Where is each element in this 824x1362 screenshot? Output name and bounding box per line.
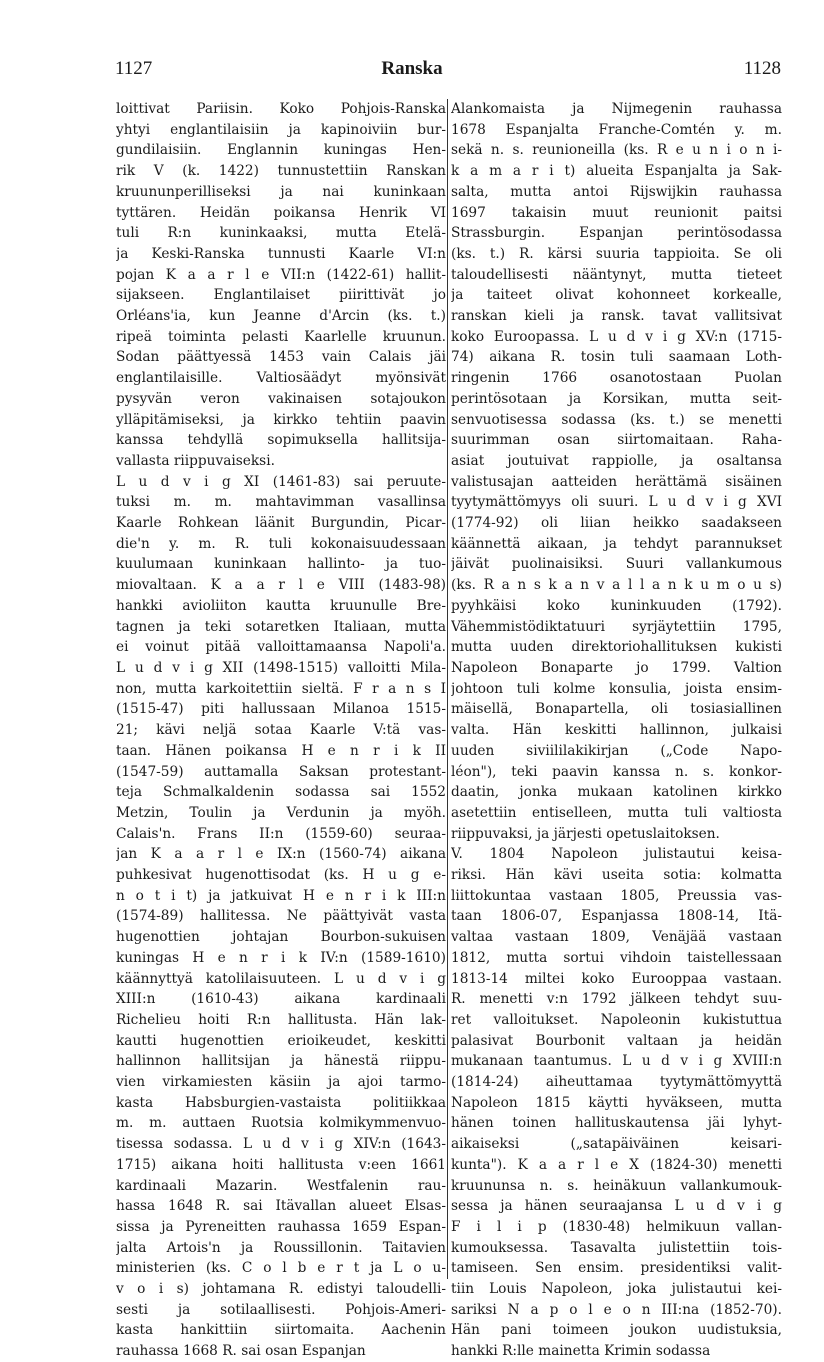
text-line: hallinnon hallitsijan ja hänestä riippu- bbox=[116, 1053, 446, 1070]
text-line: ringenin 1766 osanotostaan Puolan bbox=[451, 370, 782, 387]
text-line: perintösotaan ja Korsikan, mutta seit- bbox=[451, 390, 782, 407]
text-line: non, mutta karkoitettiin sieltä. F r a n s I bbox=[116, 680, 446, 697]
text-line: valtaa vastaan 1809, Venäjää vastaan bbox=[451, 929, 782, 946]
text-line: 74) aikana R. tosin tuli saamaan Loth- bbox=[451, 349, 782, 366]
text-line: rik V (k. 1422) tunnustettiin Ranskan bbox=[116, 163, 446, 180]
text-line: (ks. R a n s k a n v a l l a n k u m o u s) bbox=[451, 577, 782, 594]
text-line: taan. Hänen poikansa H e n r i k II bbox=[116, 742, 446, 759]
text-line: 1678 Espanjalta Franche-Comtén y. m. bbox=[451, 121, 782, 138]
page-number-left: 1127 bbox=[115, 58, 153, 79]
text-line: kanssa tehdyllä sopimuksella hallitsija- bbox=[116, 432, 446, 449]
text-line: yhtyi englantilaisiin ja kapinoiviin bur- bbox=[116, 121, 446, 138]
text-line: taloudellisesti nääntynyt, mutta tieteet bbox=[451, 266, 782, 283]
text-line: kruununsa n. s. heinäkuun vallankumouk- bbox=[451, 1177, 782, 1194]
text-line: senvuotisessa sodassa (ks. t.) se menetti bbox=[451, 411, 782, 428]
text-line: 21; kävi neljä sotaa Kaarle V:tä vas- bbox=[116, 722, 446, 739]
text-line: kuningas H e n r i k IV:n (1589-1610) bbox=[116, 949, 446, 966]
text-line: kardinaali Mazarin. Westfalenin rau- bbox=[116, 1177, 446, 1194]
text-line: suurimman osan siirtomaitaan. Raha- bbox=[451, 432, 782, 449]
text-line: riksi. Hän kävi useita sotia: kolmatta bbox=[451, 867, 782, 884]
text-line: kunta"). K a a r l e X (1824-30) menetti bbox=[451, 1156, 782, 1173]
text-line: sesti ja sotilaallisesti. Pohjois-Ameri- bbox=[116, 1301, 446, 1318]
text-line: pojan K a a r l e VII:n (1422-61) hallit- bbox=[116, 266, 446, 283]
text-line: die'n y. m. R. tuli kokonaisuudessaan bbox=[116, 535, 446, 552]
text-line: käännettä aikaan, ja tehdyt parannukset bbox=[451, 535, 782, 552]
text-line: Orléans'ia, kun Jeanne d'Arcin (ks. t.) bbox=[116, 308, 446, 325]
text-line: Hän pani toimeen joukon uudistuksia, bbox=[451, 1322, 782, 1339]
text-line: léon"), teki paavin kanssa n. s. konkor- bbox=[451, 763, 782, 780]
text-line: (1515-47) piti hallussaan Milanoa 1515- bbox=[116, 701, 446, 718]
text-line: salta, mutta antoi Rijswijkin rauhassa bbox=[451, 183, 782, 200]
text-line: sissa ja Pyreneitten rauhassa 1659 Espan- bbox=[116, 1218, 446, 1235]
text-line: hankki R:lle mainetta Krimin sodassa bbox=[451, 1343, 711, 1360]
text-line: rauhassa 1668 R. sai osan Espanjan bbox=[116, 1343, 366, 1360]
text-line: loittivat Pariisin. Koko Pohjois-Ranska bbox=[116, 101, 446, 117]
text-line: k a m a r i t) alueita Espanjalta ja Sak- bbox=[451, 163, 782, 180]
text-line: Kaarle Rohkean läänit Burgundin, Picar- bbox=[116, 515, 446, 532]
text-line: mutta uuden direktoriohallituksen kukisti bbox=[451, 639, 782, 656]
text-line: tuksi m. m. mahtavimman vasallinsa bbox=[116, 494, 446, 511]
text-line: jalta Artois'n ja Roussillonin. Taitavien bbox=[116, 1239, 446, 1256]
text-line: kruununperilliseksi ja nai kuninkaan bbox=[116, 183, 446, 200]
text-line: ylläpitämiseksi, ja kirkko tehtiin paavin bbox=[116, 411, 446, 428]
text-line: (ks. t.) R. kärsi suuria tappioita. Se oli bbox=[451, 245, 782, 262]
text-line: valta. Hän keskitti hallinnon, julkaisi bbox=[451, 722, 782, 739]
text-line: vien virkamiesten käsiin ja ajoi tarmo- bbox=[116, 1074, 446, 1091]
text-line: koko Euroopassa. L u d v i g XV:n (1715- bbox=[451, 328, 782, 345]
text-line: kasta hankittiin siirtomaita. Aachenin bbox=[116, 1322, 446, 1339]
text-line: Metzin, Toulin ja Verdunin ja myöh. bbox=[116, 804, 446, 821]
text-line: tyttären. Heidän poikansa Henrik VI bbox=[116, 204, 446, 221]
text-line: taan 1806-07, Espanjassa 1808-14, Itä- bbox=[451, 908, 782, 925]
text-line: johtoon tuli kolme konsulia, joista ensim- bbox=[451, 680, 782, 697]
text-line: m. m. auttaen Ruotsia kolmikymmenvuo- bbox=[116, 1115, 446, 1132]
text-line: ripeä toiminta pelasti Kaarlelle kruunun. bbox=[116, 328, 446, 345]
text-line: uuden siviililakikirjan („Code Napo- bbox=[451, 742, 782, 759]
text-line: n o t i t) ja jatkuivat H e n r i k III:n bbox=[116, 887, 446, 904]
text-line: R. menetti v:n 1792 jälkeen tehdyt suu- bbox=[451, 991, 782, 1008]
text-line: Richelieu hoiti R:n hallitusta. Hän lak- bbox=[116, 1011, 446, 1028]
text-line: teja Schmalkaldenin sodassa sai 1552 bbox=[116, 784, 446, 801]
text-line: gundilaisiin. Englannin kuningas Hen- bbox=[116, 142, 446, 159]
text-line: pyyhkäisi koko kuninkuuden (1792). bbox=[451, 597, 782, 614]
text-line: aikaiseksi („satapäiväinen keisari- bbox=[451, 1136, 782, 1153]
text-line: puhkesivat hugenottisodat (ks. H u g e- bbox=[116, 867, 446, 884]
text-line: v o i s) johtamana R. edistyi taloudelli- bbox=[116, 1281, 446, 1298]
text-line: (1547-59) auttamalla Saksan protestant- bbox=[116, 763, 446, 780]
text-line: Alankomaista ja Nijmegenin rauhassa bbox=[451, 101, 782, 117]
text-line: tamiseen. Sen ensim. presidentiksi valit- bbox=[451, 1260, 782, 1277]
text-line: ja Keski-Ranska tunnusti Kaarle VI:n bbox=[116, 245, 446, 262]
text-line: L u d v i g XII (1498-1515) valloitti Mila- bbox=[116, 659, 446, 676]
text-line: jäivät puolinaisiksi. Suuri vallankumous bbox=[451, 556, 782, 573]
text-line: tiin Louis Napoleon, joka julistautui kei- bbox=[451, 1281, 782, 1298]
text-line: palasivat Bourbonit valtaan ja heidän bbox=[451, 1032, 782, 1049]
text-line: V. 1804 Napoleon julistautui keisa- bbox=[451, 846, 782, 863]
text-line: (1574-89) hallitessa. Ne päättyivät vasta bbox=[116, 908, 446, 925]
text-line: riippuvaksi, ja järjesti opetuslaitoksen. bbox=[451, 825, 720, 842]
text-line: ei voinut pitää valloittamaansa Napoli'a. bbox=[116, 639, 446, 656]
text-line: kuulumaan kuninkaan hallinto- ja tuo- bbox=[116, 556, 446, 573]
text-line: hankki avioliiton kautta kruunulle Bre- bbox=[116, 597, 446, 614]
text-line: sessa ja hänen seuraajansa L u d v i g bbox=[451, 1198, 782, 1215]
text-line: 1697 takaisin muut reunionit paitsi bbox=[451, 204, 782, 221]
text-line: hänen toinen hallituskautensa jäi lyhyt- bbox=[451, 1115, 782, 1132]
text-line: Vähemmistödiktatuuri syrjäytettiin 1795, bbox=[451, 618, 782, 635]
text-line: hugenottien johtajan Bourbon-sukuisen bbox=[116, 929, 446, 946]
text-line: daatin, jonka mukaan katolinen kirkko bbox=[451, 784, 782, 801]
text-line: ja taiteet olivat kohonneet korkealle, bbox=[451, 287, 782, 304]
text-line: sariksi N a p o l e o n III:na (1852-70). bbox=[451, 1301, 782, 1318]
text-line: liittokuntaa vastaan 1805, Preussia vas- bbox=[451, 887, 782, 904]
text-line: Napoleon Bonaparte jo 1799. Valtion bbox=[451, 659, 782, 676]
text-line: F i l i p (1830-48) helmikuun vallan- bbox=[451, 1218, 782, 1235]
text-line: Sodan päättyessä 1453 vain Calais jäi bbox=[116, 349, 446, 366]
text-line: miovaltaan. K a a r l e VIII (1483-98) bbox=[116, 577, 446, 594]
text-line: Strassburgin. Espanjan perintösodassa bbox=[451, 225, 782, 242]
text-line: (1814-24) aiheuttamaa tyytymättömyyttä bbox=[451, 1074, 782, 1091]
text-line: vallasta riippuvaiseksi. bbox=[116, 452, 275, 469]
text-line: 1813-14 miltei koko Eurooppaa vastaan. bbox=[451, 970, 782, 987]
column-divider bbox=[447, 99, 448, 1279]
text-line: jan K a a r l e IX:n (1560-74) aikana bbox=[116, 846, 446, 863]
text-line: ministerien (ks. C o l b e r t ja L o u- bbox=[116, 1260, 446, 1277]
text-line: Calais'n. Frans II:n (1559-60) seuraa- bbox=[116, 825, 446, 842]
text-line: kasta Habsburgien-vastaista politiikkaa bbox=[116, 1094, 446, 1111]
text-line: tisessa sodassa. L u d v i g XIV:n (1643- bbox=[116, 1136, 446, 1153]
text-line: asiat joutuivat rappiolle, ja osaltansa bbox=[451, 452, 782, 469]
page-header bbox=[0, 58, 824, 88]
text-line: mäisellä, Bonapartella, oli tosiasiallinen bbox=[451, 701, 782, 718]
text-line: kautti hugenottien erioikeudet, keskitti bbox=[116, 1032, 446, 1049]
text-line: käännyttyä katolilaisuuteen. L u d v i g bbox=[116, 970, 446, 987]
page-number-right: 1128 bbox=[743, 58, 781, 79]
text-line: englantilaisille. Valtiosäädyt myönsivät bbox=[116, 370, 446, 387]
text-line: pysyvän veron vakinaisen sotajoukon bbox=[116, 390, 446, 407]
left-column bbox=[116, 99, 446, 1360]
text-line: ranskan kieli ja ransk. tavat vallitsivat bbox=[451, 308, 782, 325]
text-line: tyytymättömyys oli suuri. L u d v i g XVI bbox=[451, 494, 782, 511]
text-line: sekä n. s. reunioneilla (ks. R e u n i o n i- bbox=[451, 142, 782, 159]
text-line: Napoleon 1815 käytti hyväkseen, mutta bbox=[451, 1094, 782, 1111]
text-line: valistusajan aatteiden herättämä sisäinen bbox=[451, 473, 782, 490]
text-line: tuli R:n kuninkaaksi, mutta Etelä- bbox=[116, 225, 446, 242]
text-line: 1715) aikana hoiti hallitusta v:een 1661 bbox=[116, 1156, 446, 1173]
text-line: kumouksessa. Tasavalta julistettiin tois- bbox=[451, 1239, 782, 1256]
text-line: 1812, mutta sortui vihdoin taistellessaan bbox=[451, 949, 782, 966]
text-line: XIII:n (1610-43) aikana kardinaali bbox=[116, 991, 446, 1008]
text-line: asetettiin entiselleen, mutta tuli valtiosta bbox=[451, 804, 782, 821]
text-line: (1774-92) oli liian heikko saadakseen bbox=[451, 515, 782, 532]
text-line: sijakseen. Englantilaiset piirittivät jo bbox=[116, 287, 446, 304]
text-line: hassa 1648 R. sai Itävallan alueet Elsas- bbox=[116, 1198, 446, 1215]
page-title: Ranska bbox=[381, 58, 443, 79]
text-line: L u d v i g XI (1461-83) sai peruute- bbox=[116, 473, 446, 490]
text-line: mukanaan taantumus. L u d v i g XVIII:n bbox=[451, 1053, 782, 1070]
right-column bbox=[451, 99, 782, 1360]
text-line: ret valloitukset. Napoleonin kukistuttua bbox=[451, 1011, 782, 1028]
text-line: tagnen ja teki sotaretken Italiaan, mutta bbox=[116, 618, 446, 635]
